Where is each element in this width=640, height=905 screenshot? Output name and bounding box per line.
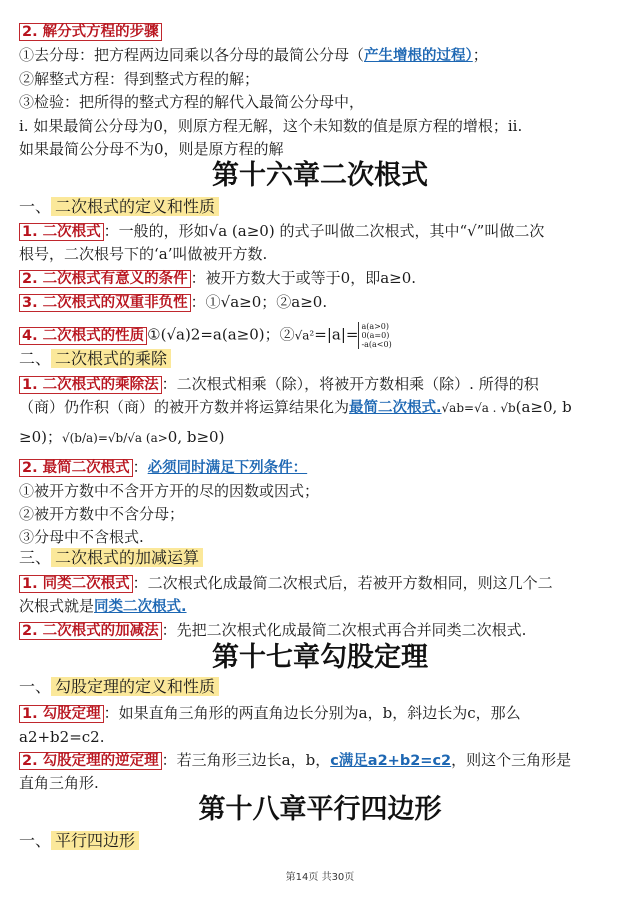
ch16-section-2: 二、 二次根式的乘除 (19, 348, 628, 370)
ch16-definition-line-2: 根号，二次根号下的‘a’叫做被开方数. (19, 245, 268, 263)
ch17-converse-line-2: 直角三角形. (19, 774, 99, 792)
ch16-condition-1: ①被开方数中不含开方开的尽的因数或因式； (19, 482, 320, 500)
ch16-definition-line-1: 1. 二次根式 ：一般的，形如√a (a≥0) 的式子叫做二次根式，其中“√”叫做二次 (19, 220, 628, 243)
ch16-condition-3: ③分母中不含根式. (19, 528, 144, 546)
ch16-muldiv-line-2: （商）仍作积（商）的被开方数并将运算结果化为最简二次根式.√ab=√a . √b(a≥0, b (19, 398, 572, 416)
ch17-pythagoras-line-2: a2+b2=c2. (19, 728, 105, 746)
ch16-properties: 4. 二次根式的性质 ①(√a)2=a(a≥0)；②√a²=|a|= a(a>0) 0(a=0) -a(a<0) (19, 322, 628, 349)
ch17-converse-line-1: 2. 勾股定理的逆定理 ：若三角形三边长a，b，c满足a2+b2=c2，则这个三角形是 (19, 749, 628, 772)
ch17-section-1: 一、 勾股定理的定义和性质 (19, 676, 628, 698)
link-extraneous-root[interactable]: 产生增根的过程） (364, 48, 473, 64)
ch17-pythagoras-line-1: 1. 勾股定理 ：如果直角三角形的两直角边长分别为a，b，斜边长为c，那么 (19, 702, 628, 725)
step-line-4: i. 如果最简公分母为0，则原方程无解，这个未知数的值是原方程的增根；ii. (19, 117, 523, 135)
chapter-18-title: 第十八章平行四边形 (198, 794, 442, 825)
ch16-addsub: 2. 二次根式的加减法 ：先把二次根式化成最简二次根式再合并同类二次根式. (19, 619, 628, 642)
link-similar-radicals[interactable]: 同类二次根式. (94, 599, 187, 615)
link-conditions[interactable]: 必须同时满足下列条件： (147, 460, 308, 476)
chapter-17-title: 第十七章勾股定理 (212, 642, 428, 673)
step-line-5: 如果最简公分母不为0，则是原方程的解 (19, 140, 284, 158)
page-footer: 第14页 共30页 (285, 872, 355, 883)
link-c-condition[interactable]: c满足a2+b2=c2 (330, 753, 452, 769)
ch16-section-3: 三、 二次根式的加减运算 (19, 547, 628, 569)
step-line-1: ①去分母：把方程两边同乘以各分母的最简公分母（产生增根的过程）； (19, 46, 488, 64)
ch16-similar-line-1: 1. 同类二次根式 ：二次根式化成最简二次根式后，若被开方数相同，则这几个二 (19, 572, 628, 595)
ch16-similar-line-2: 次根式就是同类二次根式. (19, 597, 187, 615)
ch16-muldiv-line-1: 1. 二次根式的乘除法 ：二次根式相乘（除），将被开方数相乘（除）. 所得的积 (19, 373, 628, 396)
ch16-condition-2: ②被开方数中不含分母； (19, 505, 185, 523)
step-line-2: ②解整式方程：得到整式方程的解； (19, 70, 260, 88)
step-line-3: ③检验：把所得的整式方程的解代入最简公分母中， (19, 93, 365, 111)
ch16-muldiv-line-3: ≥0)；√(b/a)=√b/√a (a>0, b≥0) (19, 428, 225, 446)
step-title-box: 2. 解分式方程的步骤 (19, 23, 162, 41)
piecewise-brace: a(a>0) 0(a=0) -a(a<0) (358, 322, 391, 349)
section-heading-fraction-steps (19, 20, 628, 43)
ch16-meaning-condition: 2. 二次根式有意义的条件 ：被开方数大于或等于0，即a≥0. (19, 267, 628, 290)
ch16-section-1: 一、 二次根式的定义和性质 (19, 196, 628, 218)
ch18-section-1: 一、 平行四边形 (19, 830, 628, 852)
link-simplest-radical[interactable]: 最简二次根式. (349, 400, 442, 416)
chapter-16-title: 第十六章二次根式 (212, 160, 428, 191)
ch16-simplest-radical: 2. 最简二次根式 ：必须同时满足下列条件： (19, 456, 628, 479)
ch16-nonnegativity: 3. 二次根式的双重非负性 ：①√a≥0；②a≥0. (19, 291, 628, 314)
